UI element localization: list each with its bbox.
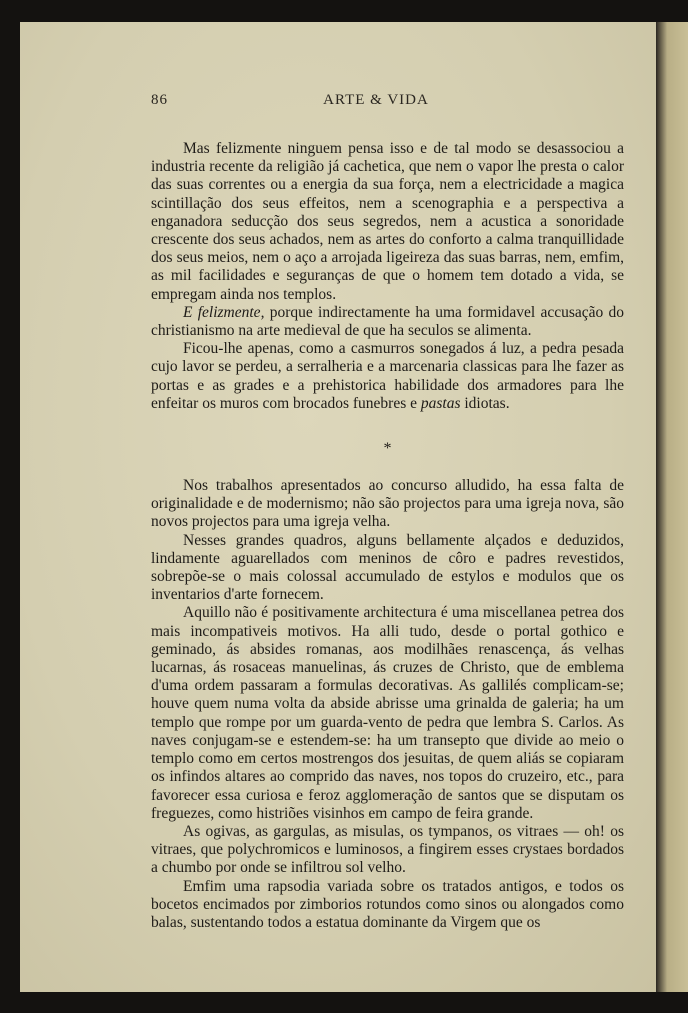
paragraph: Aquillo não é positivamente architectura é uma miscellanea petrea dos mais incompativeis motivos. Ha alli tudo, desde o portal gothico e geminado, ás absides romanas, aos modilhães renascença, ás velhas lucarnas, ás rosaceas manuelinas, ás cruzes de Christo, que de emblema d'uma ordem passaram a formulas decorativas. As gallilés complicam-se; houve quem numa volta da abside abrisse uma grinalda de galeria; ha um templo que rompe por um guarda-vento de pedra que lembra S. Carlos. As naves conjugam-se e estendem-se: ha um transepto que divide ao meio o templo como em certos mostrengos dos jesuitas, de quem aliás se copiaram os infindos altares ao comprido das naves, nos topos do cruzeiro, etc., para favorecer essa curiosa e feroz agglomeração de santos que se disputam os freguezes, como histriões visinhos em campo de feira grande. [151,604,624,822]
paragraph: Emfim uma rapsodia variada sobre os tratados antigos, e todos os bocetos encimados por zimborios rotundos como sinos ou alongados como balas, sustentando todos a estatua dominante da Virgem que os [151,877,624,931]
paragraph: Nesses grandes quadros, alguns bellamente alçados e deduzidos, lindamente aguarellados com meninos de côro e padres revestidos, sobrepõe-se o mais colossal accumulado de estylos e modulos que os inventarios d'arte fornecem. [151,531,624,604]
section-two [151,477,624,932]
running-title: ARTE & VIDA [323,92,429,108]
paragraph: As ogivas, as gargulas, as misulas, os tympanos, os vitraes — oh! os vitraes, que polychromicos e luminosos, a fingirem esses crystaes bordados a chumbo por onde se infiltrou sol velho. [151,822,624,877]
paragraph: E felizmente, porque indirectamente ha uma formidavel accusação do christianismo na arte medieval de que ha seculos se alimenta. [151,303,625,340]
paragraph: Nos trabalhos apresentados ao concurso alludido, ha essa falta de originalidade e de modernismo; não são projectos para uma igreja nova, são novos projectos para uma igreja velha. [151,477,624,531]
paragraph: Ficou-lhe apenas, como a casmurros sonegados á luz, a pedra pesada cujo lavor se perdeu, a serralheria e a marcenaria classicas para lhe fazer as portas e as grades e a prehistorica habilidade dos armadores para lhe enfeitar os muros com brocados funebres e pastas idiotas. [151,340,624,412]
next-page-edge [656,22,688,992]
page-header [131,92,621,112]
body-text [151,140,624,932]
page-number: 86 [151,92,168,108]
paragraph: Mas felizmente ninguem pensa isso e de tal modo se desassociou a industria recente da religião já cachetica, que nem o vapor lhe presta o calor das suas correntes ou a energia da sua força, nem a electricidade a magica scintillação dos seus effeitos, nem a scenographia e a perspectiva a enganadora seducção dos seus segredos, nem a acustica a sonoridade crescente dos seus achados, nem as artes do conforto a calma tranquillidade dos seus meios, nem o aço a arrojada ligeireza das suas barras, nem, emfim, as mil facilidades e seguranças de que o homem tem dotado a vida, se empregam ainda nos templos. [151,140,624,303]
section-separator: * [383,440,392,458]
emphasis-felizmente: E felizmente, [183,303,265,321]
emphasis-pastas: pastas [420,394,461,412]
